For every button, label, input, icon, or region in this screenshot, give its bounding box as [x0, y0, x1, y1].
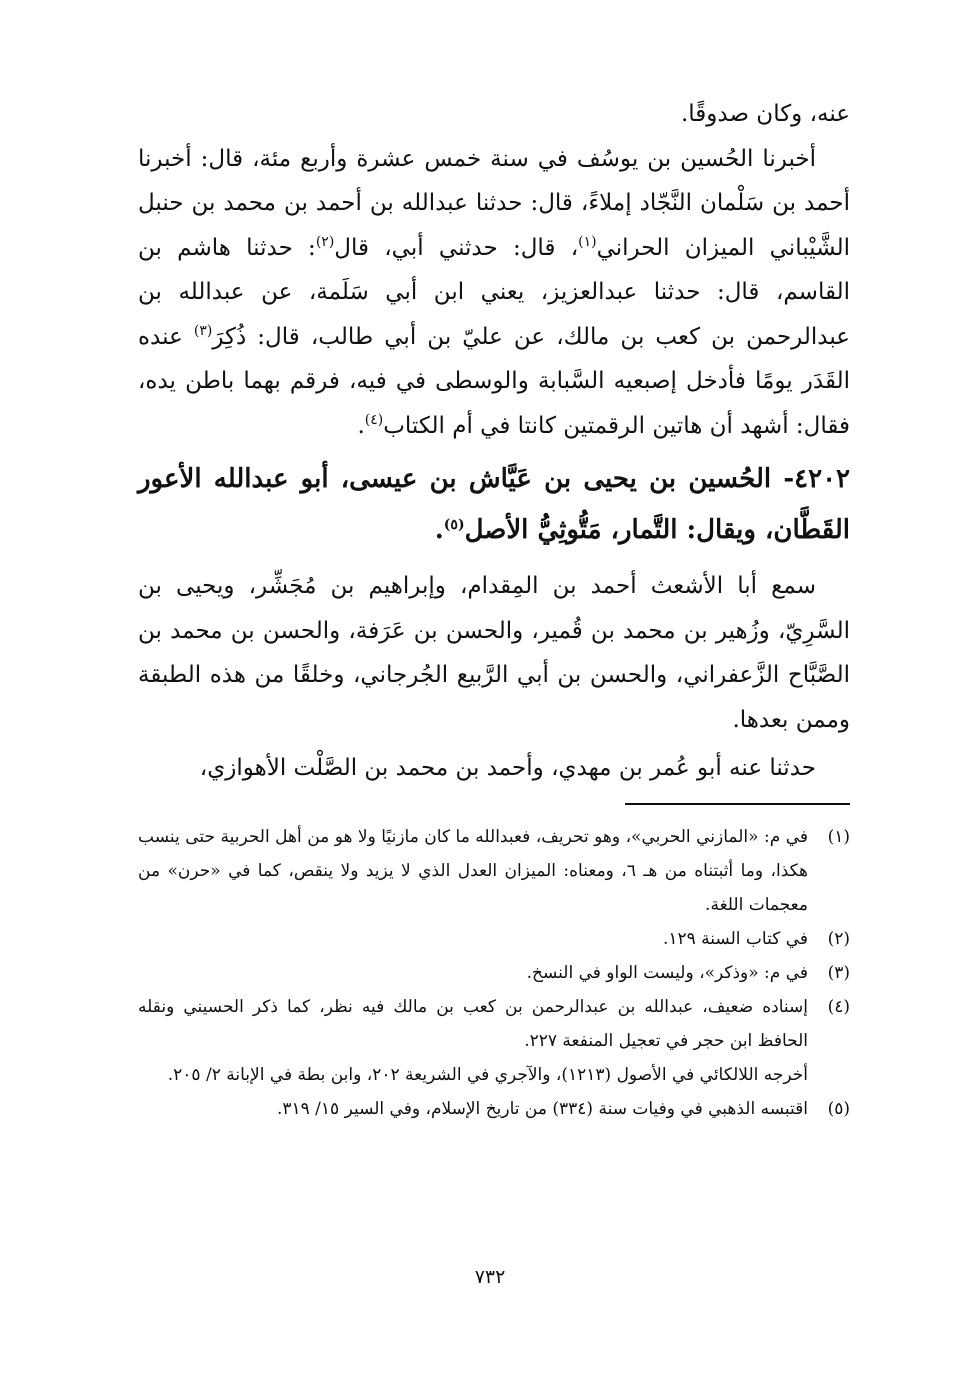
paragraph-isnad-part-d: عنده القَدَر يومًا فأدخل إصبعيه السَّبابة والوسطى في فيه، فرقم بهما باطن يده، فقال: أشهد أن هاتين الرقمتين كانتا في أم الكتاب [138, 323, 850, 439]
footnote-text: اقتبسه الذهبي في وفيات سنة (٣٣٤) من تاريخ الإسلام، وفي السير ١٥/ ٣١٩. [276, 1099, 808, 1119]
footnote-ref-5[interactable]: (٥) [443, 517, 465, 533]
footnote-extra-text: أخرجه اللالكائي في الأصول (١٢١٣)، والآجري في الشريعة ٢٠٢، وابن بطة في الإبانة ٢/ ٢٠٥. [167, 1065, 808, 1085]
footnote-2 [138, 922, 850, 956]
footnote-4 [138, 990, 850, 1092]
paragraph-isnad-part-e: . [357, 412, 365, 439]
footnote-1 [138, 820, 850, 922]
paragraph-continuation: عنه، وكان صدوقًا. [680, 101, 850, 127]
paragraph-isnad-part-b: ، قال: حدثني أبي، قال [334, 234, 579, 261]
main-text [138, 92, 850, 791]
footnote-ref-3[interactable]: (٣) [193, 322, 213, 339]
footnote-number: (٤) [827, 997, 850, 1017]
paragraph-students: حدثنا عنه أبو عُمر بن مهدي، وأحمد بن محمد بن الصَّلْت الأهوازي، [199, 755, 816, 781]
page-number: ٧٣٢ [474, 1266, 506, 1288]
footnote-5 [138, 1092, 850, 1126]
footnote-number: (٥) [827, 1099, 850, 1119]
entry-heading [138, 454, 850, 556]
footnote-divider [625, 803, 850, 805]
footnote-number: (٢) [827, 929, 850, 949]
footnote-3 [138, 956, 850, 990]
footnote-text: في م: «وذكر»، وليست الواو في النسخ. [526, 963, 808, 983]
paragraph-isnad-part-c: : حدثنا هاشم بن القاسم، قال: حدثنا عبدالعزيز، يعني ابن أبي سَلَمة، عن عبدالله بن عبدالرحمن بن كعب بن مالك، عن عليّ بن أبي طالب، قال: ذُكِرَ [138, 234, 850, 350]
footnote-ref-4[interactable]: (٤) [364, 411, 384, 428]
footnote-text: في كتاب السنة ١٢٩. [662, 929, 808, 949]
footnote-ref-2[interactable]: (٢) [315, 233, 335, 250]
paragraph-teachers: سمع أبا الأشعث أحمد بن المِقدام، وإبراهيم بن مُجَشِّر، ويحيى بن السَّرِيّ، وزُهير بن محمد بن قُمير، والحسن بن عَرَفة، والحسن بن محمد بن الصَّبَّاح الزَّعفراني، والحسن بن أبي الرَّبيع الجُرجاني، وخلقًا من هذه الطبقة وممن بعدها. [138, 573, 850, 733]
footnotes [138, 820, 850, 1126]
entry-heading-text: ٤٢٠٢- الحُسين بن يحيى بن عَيَّاش بن عيسى، أبو عبدالله الأعور القَطَّان، ويقال: التَّمار، مَتُّوثِيُّ الأصل [138, 464, 850, 545]
footnote-text: إسناده ضعيف، عبدالله بن عبدالرحمن بن كعب بن مالك فيه نظر، كما ذكر الحسيني ونقله الحافظ ابن حجر في تعجيل المنفعة ٢٢٧. [138, 997, 808, 1051]
footnote-ref-1[interactable]: (١) [578, 233, 597, 250]
paragraph-isnad [138, 137, 850, 449]
footnote-text: في م: «المازني الحربي»، وهو تحريف، فعبدالله ما كان مازنيًا ولا هو من أهل الحربية حتى ينسب هكذا، وما أثبتناه من هـ ٦، ومعناه: الميزان العدل الذي لا يزيد ولا ينقص، كما في «حرن» من معجمات اللغة. [138, 827, 808, 915]
footnote-number: (٣) [827, 963, 850, 983]
paragraph-isnad-part-a: أخبرنا الحُسين بن يوسُف في سنة خمس عشرة وأربع مئة، قال: أخبرنا أحمد بن سَلْمان النَّجّاد إملاءً، قال: حدثنا عبدالله بن أحمد بن محمد بن حنبل الشَّيْباني الميزان الحراني [138, 145, 850, 261]
entry-heading-end: . [434, 515, 444, 545]
footnote-number: (١) [827, 827, 850, 847]
